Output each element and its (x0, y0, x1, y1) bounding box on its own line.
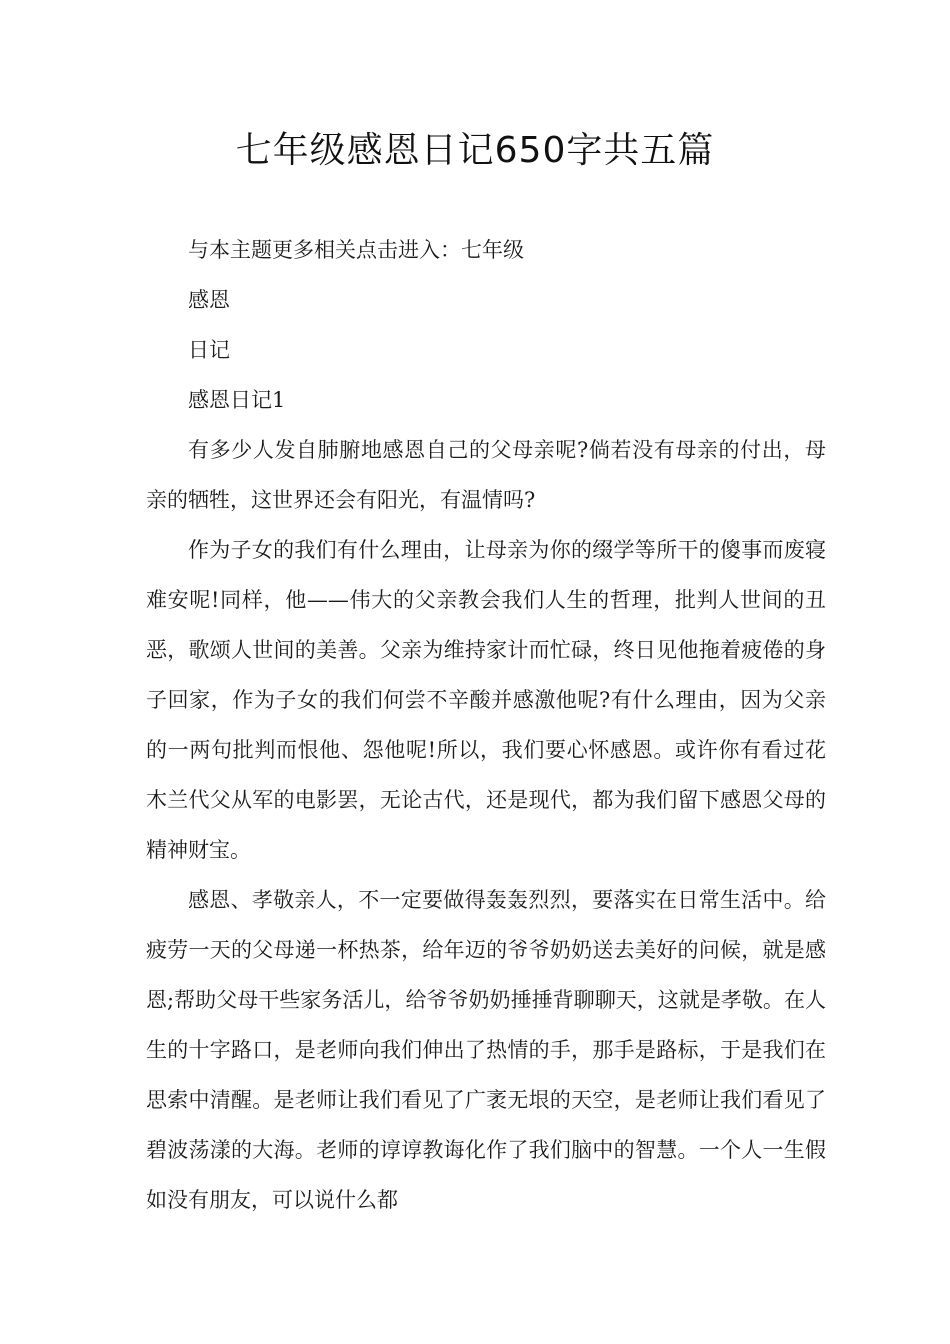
section-heading: 感恩日记1 (188, 388, 286, 412)
topic-link-intro[interactable]: 与本主题更多相关点击进入：七年级 (188, 238, 524, 262)
paragraph-3: 感恩、孝敬亲人，不一定要做得轰轰烈烈，要落实在日常生活中。给疲劳一天的父母递一杯热茶，给年迈的爷爷奶奶送去美好的问候，就是感恩;帮助父母干些家务活儿，给爷爷奶奶捶捶背聊聊天，这就是孝敬。在人生的十字路口，是老师向我们伸出了热情的手，那手是路标，于是我们在思索中清醒。是老师让我们看见了广袤无垠的天空，是老师让我们看见了碧波荡漾的大海。老师的谆谆教诲化作了我们脑中的智慧。一个人一生假如没有朋友，可以说什么都 (146, 888, 826, 1212)
paragraph-2: 作为子女的我们有什么理由，让母亲为你的缀学等所干的傻事而废寝难安呢!同样，他——伟大的父亲教会我们人生的哲理，批判人世间的丑恶，歌颂人世间的美善。父亲为维持家计而忙碌，终日见他拖着疲倦的身子回家，作为子女的我们何尝不辛酸并感激他呢?有什么理由，因为父亲的一两句批判而恨他、怨他呢!所以，我们要心怀感恩。或许你有看过花木兰代父从军的电影罢，无论古代，还是现代，都为我们留下感恩父母的精神财宝。 (146, 538, 826, 862)
document-title: 七年级感恩日记650字共五篇 (235, 130, 715, 171)
topic-link-gratitude[interactable]: 感恩 (188, 288, 230, 312)
document-body (146, 225, 826, 1225)
topic-link-diary[interactable]: 日记 (188, 338, 230, 362)
paragraph-1: 有多少人发自肺腑地感恩自己的父母亲呢?倘若没有母亲的付出，母亲的牺牲，这世界还会有阳光，有温情吗? (146, 438, 826, 512)
